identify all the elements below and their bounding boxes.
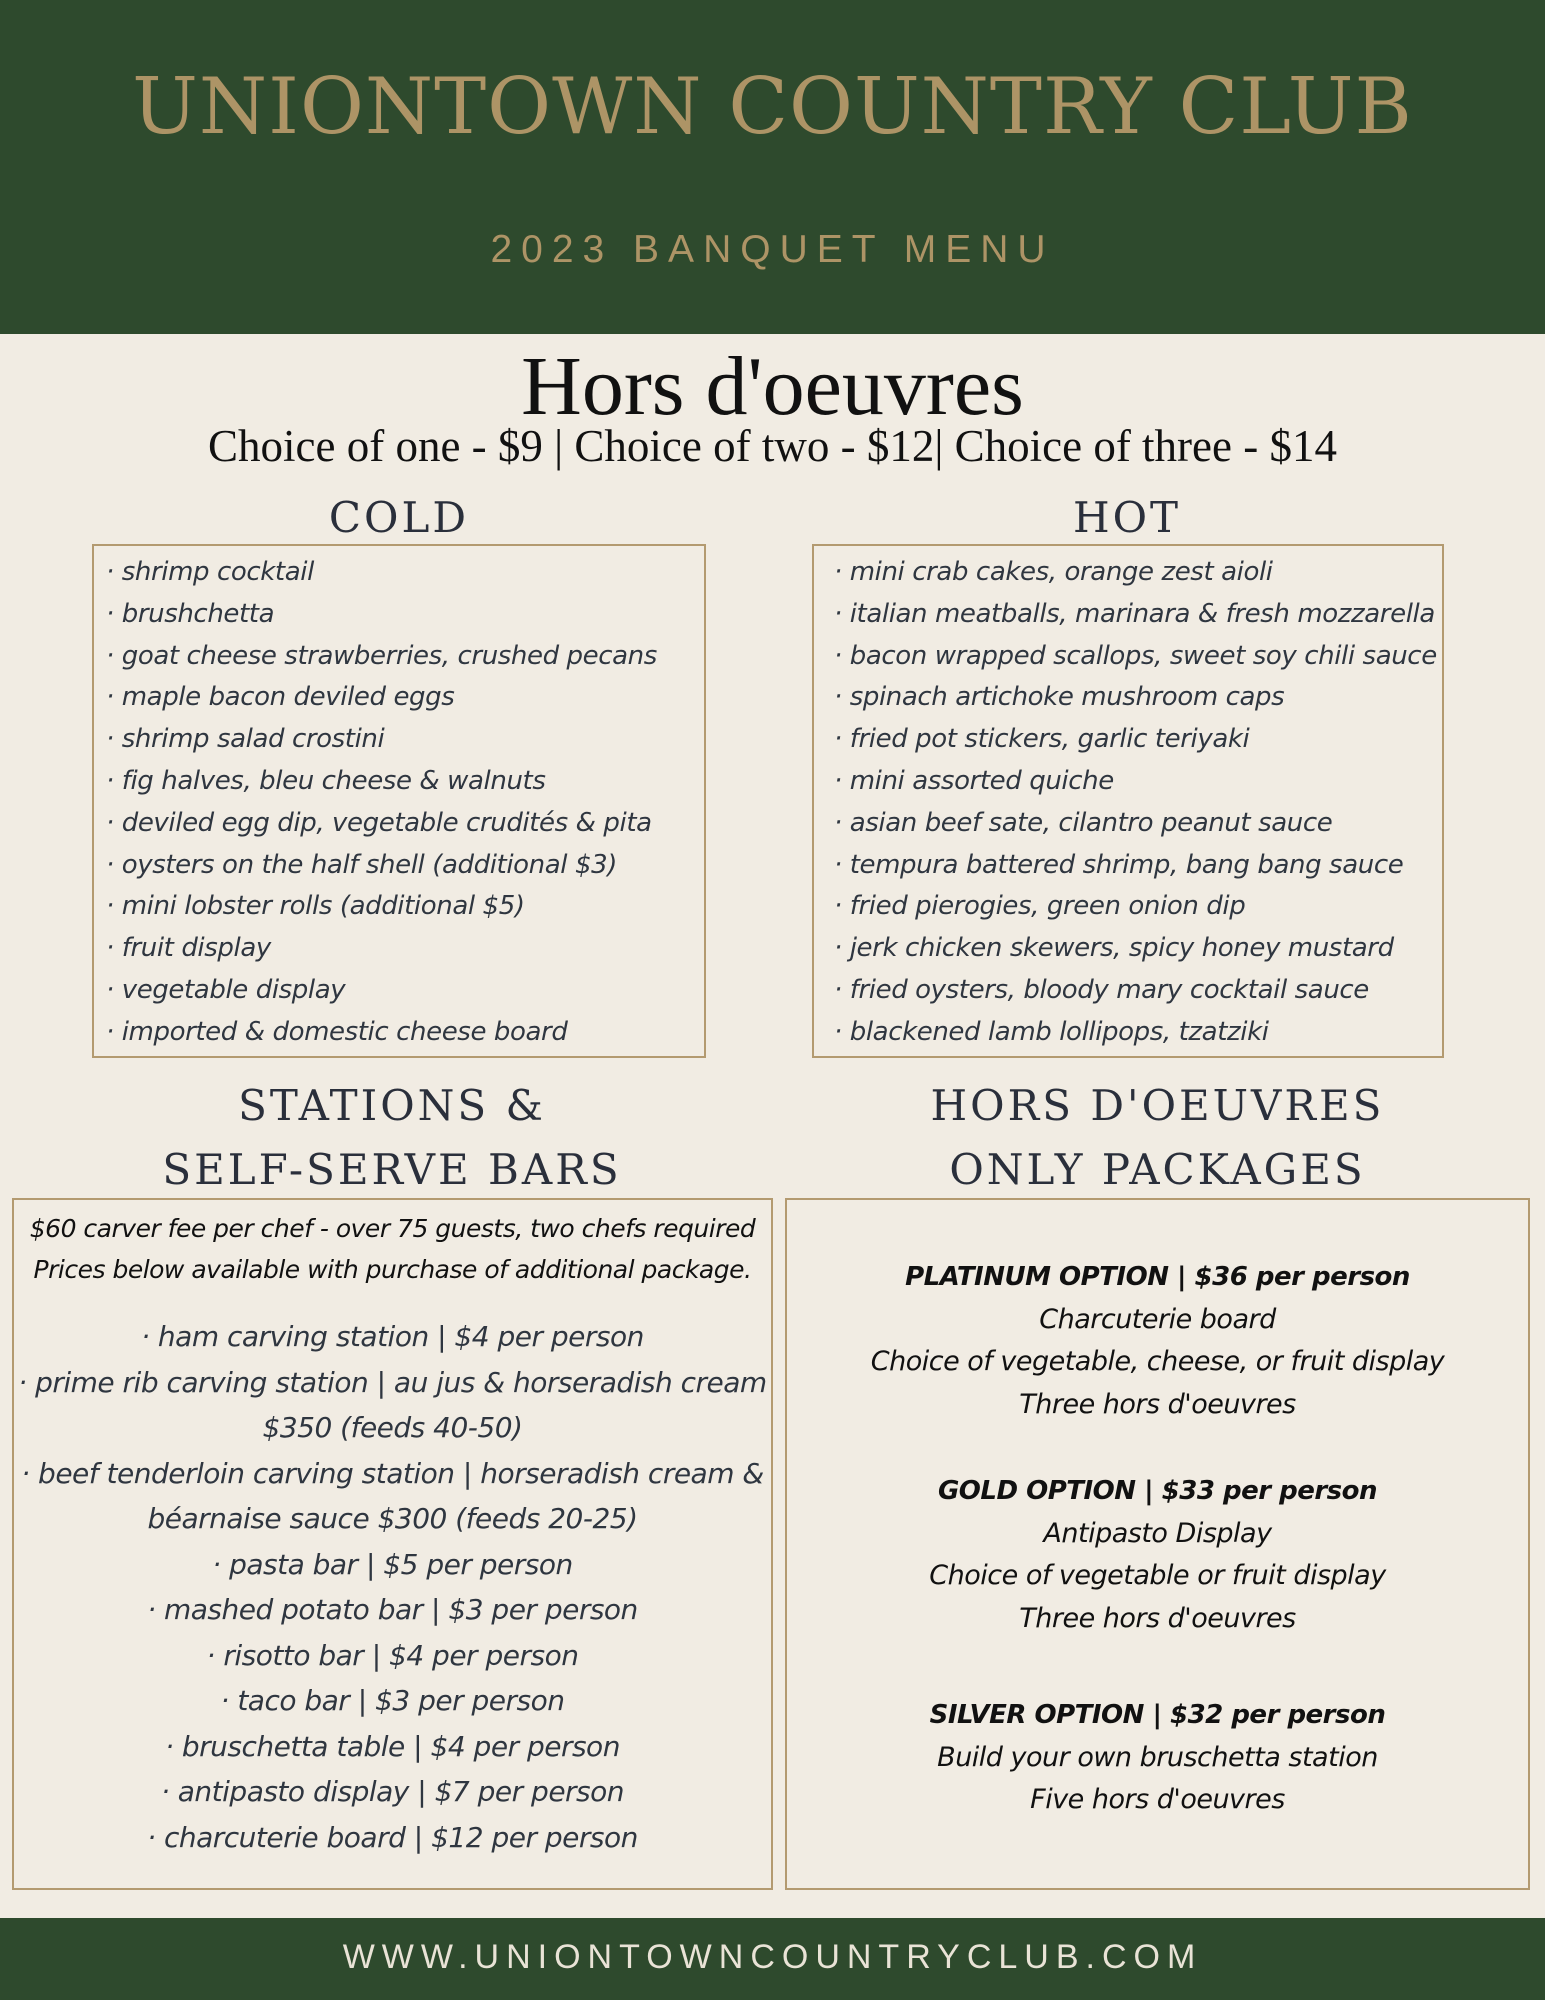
cold-item: · imported & domestic cheese board: [106, 1016, 568, 1047]
cold-item: · vegetable display: [106, 974, 346, 1005]
hot-item: · fried oysters, bloody mary cocktail sauce: [834, 974, 1369, 1005]
cold-heading: COLD: [328, 493, 470, 542]
packages-heading-line1: HORS D'OEUVRES: [930, 1081, 1385, 1130]
gold-option-line: Choice of vegetable or fruit display: [929, 1560, 1386, 1591]
cold-item: · maple bacon deviled eggs: [106, 682, 455, 713]
cold-item: · oysters on the half shell (additional $3): [106, 849, 617, 880]
station-item: · ham carving station | $4 per person: [141, 1320, 644, 1353]
hot-item: · asian beef sate, cilantro peanut sauce: [834, 807, 1333, 838]
hot-item: · jerk chicken skewers, spicy honey mustard: [834, 933, 1394, 964]
cold-item: · shrimp salad crostini: [106, 724, 385, 755]
silver-option: [787, 1694, 1528, 1822]
station-item: · risotto bar | $4 per person: [206, 1638, 579, 1672]
carver-fee-note: $60 carver fee per chef - over 75 guests, two chefs required: [29, 1214, 756, 1243]
platinum-option-line: Choice of vegetable, cheese, or fruit display: [870, 1346, 1445, 1377]
hot-heading: HOT: [1072, 493, 1182, 542]
hors-doeuvres-pricing: Choice of one - $9 | Choice of two - $12| Choice of three - $14: [208, 421, 1337, 471]
station-item: · bruschetta table | $4 per person: [165, 1729, 620, 1763]
stations-box: [12, 1198, 773, 1890]
cold-item: · deviled egg dip, vegetable crudités & pita: [106, 807, 652, 838]
stations-heading-line2: SELF-SERVE BARS: [162, 1145, 622, 1194]
website-link[interactable]: WWW.UNIONTOWNCOUNTRYCLUB.COM: [342, 1938, 1203, 1976]
hot-item: · mini crab cakes, orange zest aioli: [834, 557, 1273, 587]
stations-heading: [12, 1074, 772, 1202]
availability-note: Prices below available with purchase of additional package.: [33, 1255, 752, 1284]
station-item: · charcuterie board | $12 per person: [147, 1820, 638, 1854]
station-item: · beef tenderloin carving station | horseradish cream & béarnaise sauce $300 (feeds 20-25): [21, 1456, 764, 1535]
platinum-option: [787, 1256, 1528, 1426]
platinum-option-line: Three hors d'oeuvres: [1019, 1388, 1296, 1420]
hot-item: · tempura battered shrimp, bang bang sauce: [834, 849, 1404, 880]
cold-item: · fruit display: [106, 933, 271, 964]
platinum-option-title: PLATINUM OPTION | $36 per person: [905, 1262, 1410, 1292]
silver-option-title: SILVER OPTION | $32 per person: [929, 1700, 1386, 1730]
station-item: · antipasto display | $7 per person: [160, 1775, 625, 1808]
hot-item: · bacon wrapped scallops, sweet soy chili sauce: [834, 640, 1437, 671]
packages-box: [785, 1198, 1530, 1890]
gold-option: [787, 1470, 1528, 1640]
club-title: UNIONTOWN COUNTRY CLUB: [132, 62, 1413, 152]
gold-option-line: Three hors d'oeuvres: [1019, 1602, 1296, 1634]
header-banner: [0, 0, 1545, 334]
silver-option-line: Build your own bruschetta station: [937, 1741, 1378, 1773]
stations-heading-line1: STATIONS &: [238, 1081, 546, 1130]
hot-item: · fried pot stickers, garlic teriyaki: [834, 724, 1250, 755]
hot-item: · blackened lamb lollipops, tzatziki: [834, 1016, 1269, 1047]
station-item: · pasta bar | $5 per person: [212, 1547, 573, 1581]
station-item: · prime rib carving station | au jus & horseradish cream $350 (feeds 40-50): [18, 1365, 767, 1444]
hot-item: · spinach artichoke mushroom caps: [834, 682, 1285, 713]
footer-banner: [0, 1918, 1545, 2000]
hot-item: · italian meatballs, marinara & fresh mozzarella: [834, 598, 1435, 629]
hors-doeuvres-title: Hors d'oeuvres: [521, 340, 1024, 433]
station-item: · mashed potato bar | $3 per person: [147, 1593, 638, 1626]
cold-item: · shrimp cocktail: [106, 557, 314, 587]
menu-subtitle: 2023 BANQUET MENU: [490, 228, 1055, 271]
cold-item: · brushchetta: [106, 598, 275, 629]
cold-item: · mini lobster rolls (additional $5): [106, 891, 525, 922]
hot-item: · fried pierogies, green onion dip: [834, 891, 1246, 922]
packages-heading: [785, 1074, 1530, 1202]
gold-option-title: GOLD OPTION | $33 per person: [937, 1476, 1378, 1506]
stations-list: [14, 1314, 771, 1860]
gold-option-line: Antipasto Display: [1043, 1517, 1272, 1549]
platinum-option-line: Charcuterie board: [1039, 1303, 1276, 1335]
silver-option-line: Five hors d'oeuvres: [1030, 1784, 1285, 1815]
cold-items-box: [92, 544, 706, 1058]
stations-notes: [14, 1208, 771, 1290]
hot-items-box: [812, 544, 1444, 1058]
packages-heading-line2: ONLY PACKAGES: [949, 1145, 1366, 1194]
hot-item: · mini assorted quiche: [834, 765, 1114, 796]
cold-item: · fig halves, bleu cheese & walnuts: [106, 765, 546, 796]
station-item: · taco bar | $3 per person: [220, 1684, 565, 1717]
cold-item: · goat cheese strawberries, crushed pecans: [106, 640, 657, 671]
